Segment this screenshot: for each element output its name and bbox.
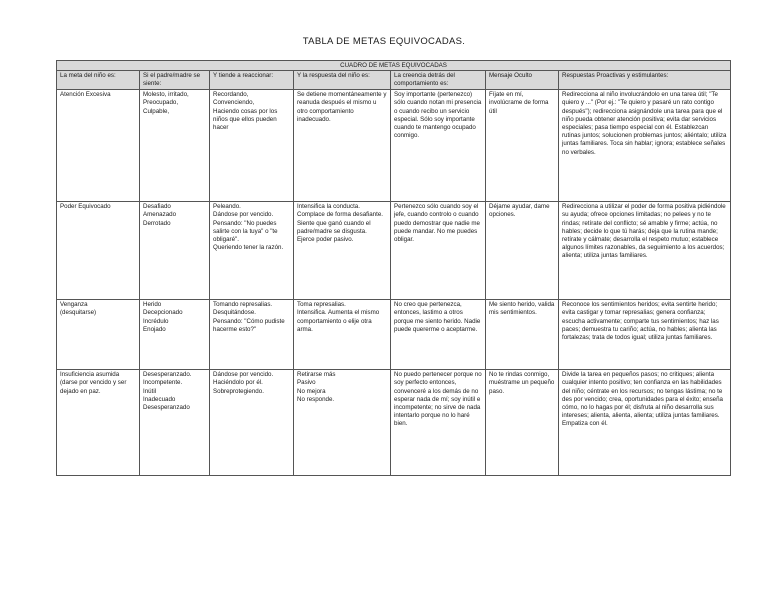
cell-text: Insuficiencia asumida (darse por vencido y ser dejado en paz.: [60, 371, 127, 395]
table-row: [57, 90, 731, 202]
table-cell-proactive-responses: [559, 370, 731, 476]
table-row: [57, 300, 731, 370]
cell-text: Pensando: "Cómo pudiste hacerme esto?": [213, 317, 285, 333]
cell-text: Pensando: "No puedes salirte con la tuya" o "te obligaré".: [213, 219, 278, 244]
table-cell-hidden-message: [486, 300, 559, 370]
cell-text: Desafiado: [143, 203, 171, 211]
cell-text: Decepcionado: [143, 309, 183, 317]
cell-text: Ejerce poder pasivo.: [297, 236, 354, 244]
cell-text: Peleando.: [213, 203, 241, 211]
table-cell-parent-feels: [140, 370, 210, 476]
cell-text: Haciéndolo por él.: [213, 379, 263, 387]
table-cell-parent-feels: [140, 90, 210, 202]
column-header-reaction: Y tiende a reaccionar:: [210, 71, 294, 90]
cell-text: Intensifica. Aumenta el mismo comportamiento o elije otra arma.: [297, 309, 380, 333]
cell-text: Me siento herido, valida mis sentimientos.: [489, 301, 555, 317]
mistaken-goals-table: [56, 60, 731, 476]
cell-text: Sobreprotegiendo.: [213, 387, 264, 395]
table-cell-proactive-responses: [559, 202, 731, 300]
cell-text: Amenazado: [143, 211, 177, 219]
cell-text: Fíjate en mí, involúcrame de forma útil: [489, 91, 549, 115]
table-cell-belief: [391, 202, 486, 300]
table-body: [57, 90, 731, 476]
cell-text: Venganza: [60, 301, 88, 309]
cell-text: Redirecciona a utilizar el poder de forma positiva pidiéndole su ayuda; ofrece opciones limitadas; no pelees y no te rindas; retírate del conflicto; sé amable y firme; actúa, no hables; decide lo que tú harás; deja que la rutina mande; retírate y cálmate; desarrolla el respeto mutuo; establece algunos límites razonables, da seguimiento a los acuerdos; alienta; utiliza juntas familiares.: [562, 203, 726, 260]
cell-text: Queriendo tener la razón.: [213, 244, 284, 252]
table-cell-belief: [391, 370, 486, 476]
table-cell-goal: [57, 370, 140, 476]
cell-text: Incompetente.: [143, 379, 183, 387]
column-header-parent-feels: Si el padre/madre se siente:: [140, 71, 210, 90]
table-cell-reaction: [210, 300, 294, 370]
table-caption: CUADRO DE METAS EQUIVOCADAS: [57, 61, 731, 71]
document-title: TABLA DE METAS EQUIVOCADAS.: [302, 36, 466, 47]
column-header-proactive-responses: Respuestas Proactivas y estimulantes:: [559, 71, 731, 90]
cell-text: Se detiene momentáneamente y reanuda después el mismo u otro comportamiento inadecuado.: [297, 91, 387, 123]
table-cell-proactive-responses: [559, 90, 731, 202]
cell-text: Redirecciona al niño involucrándolo en una tarea útil; "Te quiero y ..." (Por ej.: "Te quiero y pasaré un rato contigo después"); redirecciona asignándole una tarea para que el niño pueda obtener atención positiva; evita dar servicios especiales; pasa tiempo especial con él. Establezcan rutinas juntos; solucionen problemas juntos; aliéntalo; utiliza juntas familiares. Toca sin hablar; ignora; establece señales no verbales.: [562, 91, 727, 156]
cell-text: Preocupado,: [143, 99, 179, 107]
column-header-hidden-message: Mensaje Oculto: [486, 71, 559, 90]
cell-text: Inadecuado: [143, 395, 176, 403]
cell-text: No responde.: [297, 395, 335, 403]
cell-text: Atención Excesiva: [60, 91, 111, 99]
table-cell-child-response: [294, 300, 391, 370]
column-header-belief: La creencia detrás del comportamiento es:: [391, 71, 486, 90]
table-cell-parent-feels: [140, 300, 210, 370]
cell-text: Siente que ganó cuando el padre/madre se disgusta.: [297, 219, 371, 235]
cell-text: Retirarse más: [297, 371, 336, 379]
table-cell-child-response: [294, 90, 391, 202]
cell-text: Dándose por vencido.: [213, 371, 274, 379]
cell-text: Soy importante (pertenezco) sólo cuando notan mi presencia o cuando recibo un servicio especial. Sólo soy importante cuando te mantengo ocupado conmigo.: [394, 91, 482, 140]
cell-text: Culpable,: [143, 107, 170, 115]
cell-text: Déjame ayudar, dame opciones.: [489, 203, 550, 219]
table-cell-belief: [391, 90, 486, 202]
cell-text: Molesto, irritado,: [143, 91, 189, 99]
cell-text: No te rindas conmigo, muéstrame un pequeño paso.: [489, 371, 555, 395]
table-cell-hidden-message: [486, 202, 559, 300]
table-cell-goal: [57, 300, 140, 370]
table-cell-reaction: [210, 370, 294, 476]
cell-text: Toma represalias.: [297, 301, 346, 309]
table-cell-reaction: [210, 90, 294, 202]
cell-text: Desesperanzado.: [143, 371, 192, 379]
table-cell-hidden-message: [486, 90, 559, 202]
table-cell-child-response: [294, 202, 391, 300]
cell-text: No puedo pertenecer porque no soy perfecto entonces, convenceré a los demás de no esperar nada de mí; soy inútil e incompetente; no sirve de nada intentarlo porque no lo haré bien.: [394, 371, 482, 428]
cell-text: Derrotado: [143, 219, 171, 227]
cell-text: (desquitarse): [60, 309, 97, 317]
cell-text: Haciendo cosas por los niños que ellos pueden hacer: [213, 107, 278, 132]
table-cell-child-response: [294, 370, 391, 476]
cell-text: Tomando represalias.: [213, 301, 273, 309]
cell-text: Desquitándose.: [213, 309, 256, 317]
cell-text: Enojado: [143, 325, 166, 333]
table-cell-hidden-message: [486, 370, 559, 476]
cell-text: Poder Equivocado: [60, 203, 111, 211]
table-cell-goal: [57, 202, 140, 300]
cell-text: Intensifica la conducta.: [297, 203, 360, 211]
cell-text: No creo que pertenezca, entonces, lastimo a otros porque me siento herido. Nadie puede quererme o aceptarme.: [394, 301, 481, 333]
table-cell-proactive-responses: [559, 300, 731, 370]
cell-text: Convenciendo,: [213, 99, 255, 107]
cell-text: No mejora: [297, 387, 326, 395]
column-header-child-response: Y la respuesta del niño es:: [294, 71, 391, 90]
header-row: [57, 71, 731, 90]
table-cell-belief: [391, 300, 486, 370]
table-cell-reaction: [210, 202, 294, 300]
cell-text: Reconoce los sentimientos heridos; evita sentirte herido; evita castigar y tomar represalias; genera confianza; escucha activamente; comparte tus sentimientos; haz las paces; demuestra tu cariño; actúa, no hables; alienta las fortalezas; trata de todos igual; utiliza juntas familiares.: [562, 301, 719, 342]
cell-text: Pertenezco sólo cuando soy el jefe, cuando controlo o cuando puedo demostrar que nadie me puede mandar. No me puedes obligar.: [394, 203, 480, 244]
cell-text: Dándose por vencido.: [213, 211, 274, 219]
column-header-goal: La meta del niño es:: [57, 71, 140, 90]
cell-text: Inútil: [143, 387, 157, 395]
cell-text: Recordando,: [213, 91, 249, 99]
cell-text: Desesperanzado: [143, 404, 190, 412]
table-row: [57, 370, 731, 476]
cell-text: Complace de forma desafiante.: [297, 211, 383, 219]
cell-text: Herido: [143, 301, 162, 309]
table-cell-goal: [57, 90, 140, 202]
cell-text: Incrédulo: [143, 317, 169, 325]
table-cell-parent-feels: [140, 202, 210, 300]
cell-text: Pasivo: [297, 379, 316, 387]
cell-text: Divide la tarea en pequeños pasos; no critiques; alienta cualquier intento positivo; ten confianza en las habilidades del niño; céntrate en los recursos; no tengas lástima; no te des por vencido; crea, oportunidades para el éxito; enseña cómo, no lo hagas por él; disfruta al niño desarrolla sus intereses; alienta, alienta, alienta; utiliza juntas familiares. Empatiza con él.: [562, 371, 723, 428]
table-row: [57, 202, 731, 300]
